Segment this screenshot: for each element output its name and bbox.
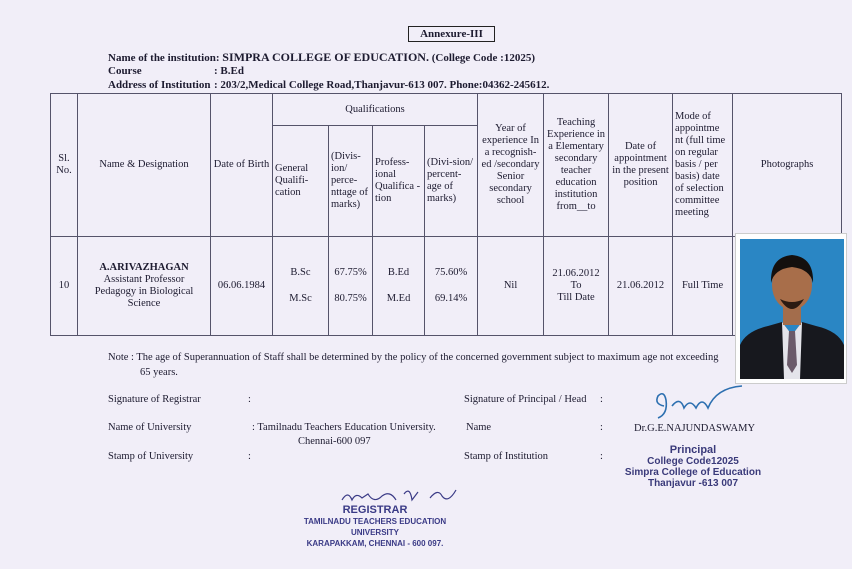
registrar-stamp-line-1: REGISTRAR <box>342 504 408 516</box>
university-name-value: : Tamilnadu Teachers Education University. <box>252 422 436 433</box>
address-value: : 203/2,Medical College Road,Thanjavur-613 007. Phone:04362-245612. <box>214 79 550 91</box>
header-general-division: (Divis-ion/ perce-nttage of marks) <box>329 126 373 237</box>
cell-general-qualification <box>273 237 329 336</box>
cell-name-designation <box>78 237 211 336</box>
designation-line-2: Pedagogy in Biological <box>94 286 194 297</box>
principal-stamp-line-3: Simpra College of Education <box>624 467 762 478</box>
cell-general-percentage <box>329 237 373 336</box>
institution-stamp-colon: : <box>600 451 603 462</box>
photo-image <box>740 239 844 379</box>
principal-signature-label: Signature of Principal / Head <box>464 394 587 405</box>
header-professional: Profess-ional Qualifica -tion <box>373 126 425 237</box>
cell-professional-qualification <box>373 237 425 336</box>
professional-percentage-1: 75.60% <box>434 267 468 278</box>
institution-code: (College Code :12025) <box>431 52 535 64</box>
principal-signature-icon <box>650 384 750 424</box>
institution-label: Name of the institution: <box>108 52 220 64</box>
table-row <box>51 237 842 336</box>
course-value: : B.Ed <box>214 65 244 77</box>
course-label: Course <box>108 65 142 77</box>
institution-name: SIMPRA COLLEGE OF EDUCATION. <box>222 50 429 64</box>
university-city: Chennai-600 097 <box>298 436 371 447</box>
note-text <box>108 350 748 380</box>
header-experience-teacher: Teaching Experience in a Elementary secondary teacher education institution from__to <box>544 94 609 237</box>
principal-stamp <box>608 445 778 489</box>
annexure-title: Annexure-III <box>408 26 495 42</box>
header-sl-no: Sl. No. <box>51 94 78 237</box>
professional-qualification-1: B.Ed <box>387 267 410 278</box>
header-mode-appointment: Mode of appointme nt (full time on regular basis / per basis) date of selection committee meeting <box>673 94 733 237</box>
general-percentage-2: 80.75% <box>334 293 367 304</box>
registrar-stamp <box>280 505 470 549</box>
experience-till: Till Date <box>557 292 595 303</box>
staff-name: A.ARIVAZHAGAN <box>99 262 189 273</box>
professional-qualification-2: M.Ed <box>386 293 411 304</box>
staff-photograph <box>735 233 847 384</box>
experience-to: To <box>570 280 582 291</box>
principal-stamp-line-4: Thanjavur -613 007 <box>647 478 739 489</box>
header-dob: Date of Birth <box>211 94 273 237</box>
principal-name-colon: : <box>600 422 603 433</box>
university-name-label: Name of University <box>108 422 192 433</box>
designation-line-1: Assistant Professor <box>103 274 185 285</box>
header-general: General Qualifi-cation <box>273 126 329 237</box>
course-line <box>108 65 244 77</box>
header-photographs: Photographs <box>733 94 842 237</box>
general-percentage-1: 67.75% <box>334 267 367 278</box>
registrar-stamp-line-3: KARAPAKKAM, CHENNAI - 600 097. <box>306 539 444 548</box>
cell-sl-no: 10 <box>51 237 78 336</box>
principal-signature-colon: : <box>600 394 603 405</box>
header-experience-senior: Year of experience In a recognish-ed /secondary Senior secondary school <box>478 94 544 237</box>
institution-stamp-label: Stamp of Institution <box>464 451 548 462</box>
cell-experience-teacher <box>544 237 609 336</box>
registrar-signature-colon: : <box>248 394 251 405</box>
header-professional-division: (Divi-sion/ percent-age of marks) <box>425 126 478 237</box>
header-date-appointment: Date of appointment in the present position <box>609 94 673 237</box>
principal-stamp-line-2: College Code12025 <box>647 456 739 467</box>
general-qualification-2: M.Sc <box>289 293 312 304</box>
note-line-1: Note : The age of Superannuation of Staff shall be determined by the policy of the concerned government subject to maximum age not exceeding <box>108 352 719 363</box>
registrar-signature-label: Signature of Registrar <box>108 394 201 405</box>
experience-from: 21.06.2012 <box>552 268 600 279</box>
designation-line-3: Science <box>127 298 161 309</box>
cell-mode: Full Time <box>673 237 733 336</box>
registrar-stamp-line-2: TAMILNADU TEACHERS EDUCATION UNIVERSITY <box>303 517 447 537</box>
cell-experience-senior: Nil <box>478 237 544 336</box>
general-qualification-1: B.Sc <box>290 267 311 278</box>
cell-professional-percentage <box>425 237 478 336</box>
address-line <box>108 79 549 91</box>
principal-stamp-line-1: Principal <box>669 444 717 456</box>
person-photo-icon <box>740 239 844 379</box>
professional-percentage-2: 69.14% <box>434 293 468 304</box>
cell-date-appointment: 21.06.2012 <box>609 237 673 336</box>
address-label: Address of Institution <box>108 79 211 91</box>
staff-table <box>50 93 842 336</box>
principal-name: Dr.G.E.NAJUNDASWAMY <box>634 423 756 434</box>
header-name: Name & Designation <box>78 94 211 237</box>
header-qualifications: Qualifications <box>273 94 478 126</box>
university-stamp-label: Stamp of University <box>108 451 194 462</box>
principal-name-label: Name <box>466 422 492 433</box>
cell-dob: 06.06.1984 <box>211 237 273 336</box>
university-stamp-colon: : <box>248 451 251 462</box>
note-line-2: 65 years. <box>140 367 178 378</box>
institution-line <box>108 50 535 65</box>
